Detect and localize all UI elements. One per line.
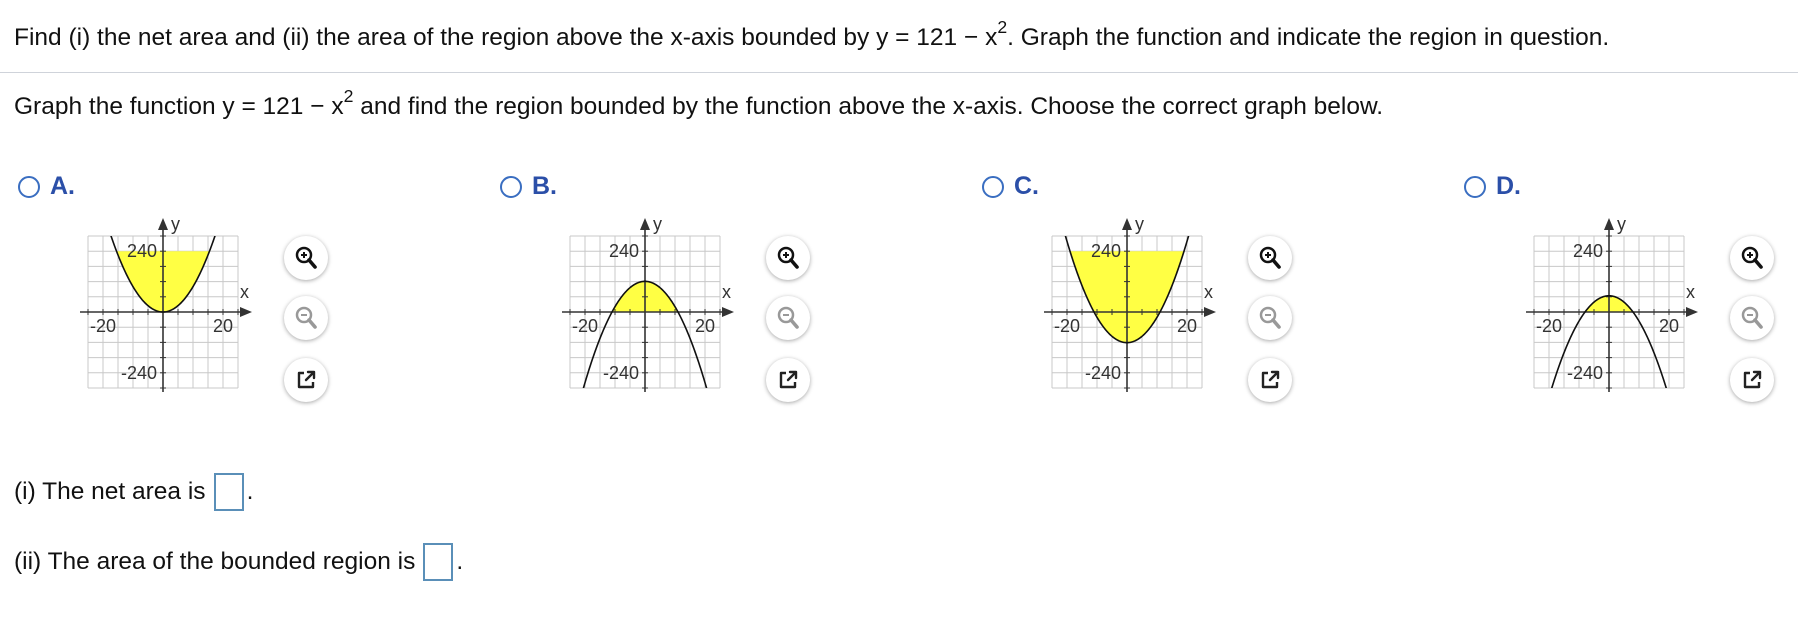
net-area-label: (i) The net area is xyxy=(14,478,206,505)
graph-canvas xyxy=(540,214,790,424)
bounded-area-row xyxy=(14,543,463,581)
open-external-icon xyxy=(775,367,801,393)
x-axis-label: x xyxy=(1204,282,1213,302)
zoom-in-button[interactable] xyxy=(1730,236,1774,280)
radio-button[interactable] xyxy=(1464,176,1486,198)
net-area-input[interactable] xyxy=(214,473,244,511)
option-a-select[interactable] xyxy=(18,172,75,201)
question-text xyxy=(14,17,1610,52)
radio-button[interactable] xyxy=(982,176,1004,198)
zoom-out-icon xyxy=(1257,305,1283,331)
instruction-text xyxy=(14,86,1384,121)
zoom-in-button[interactable] xyxy=(766,236,810,280)
x-axis-label: x xyxy=(240,282,249,302)
zoom-out-button[interactable] xyxy=(1248,296,1292,340)
y-axis-label: y xyxy=(1617,214,1626,234)
open-external-icon xyxy=(293,367,319,393)
x-axis-label: x xyxy=(722,282,731,302)
question-prefix: Find (i) the net area and (ii) the area of the region above the x-axis bounded by y = 121 − x xyxy=(14,24,998,51)
instruction-suffix: and find the region bounded by the function above the x-axis. Choose the correct graph below. xyxy=(353,93,1384,120)
bounded-area-label: (ii) The area of the bounded region is xyxy=(14,548,416,575)
net-area-row xyxy=(14,473,253,511)
option-c-select[interactable] xyxy=(982,172,1039,201)
y-axis-label: y xyxy=(1135,214,1144,234)
open-external-button[interactable] xyxy=(1730,358,1774,402)
open-external-button[interactable] xyxy=(284,358,328,402)
y-tick-label: -240 xyxy=(602,362,639,383)
option-letter: D. xyxy=(1496,172,1521,200)
option-letter: C. xyxy=(1014,172,1039,200)
y-tick-label: -240 xyxy=(1566,362,1603,383)
x-tick-label: 20 xyxy=(212,316,234,336)
radio-button[interactable] xyxy=(18,176,40,198)
x-tick-label: -20 xyxy=(571,316,599,336)
x-tick-label: -20 xyxy=(1053,316,1081,336)
open-external-button[interactable] xyxy=(766,358,810,402)
option-letter: B. xyxy=(532,172,557,200)
zoom-in-icon xyxy=(1739,245,1765,271)
option-letter: A. xyxy=(50,172,75,200)
radio-button[interactable] xyxy=(500,176,522,198)
option-a xyxy=(18,172,358,412)
zoom-out-button[interactable] xyxy=(1730,296,1774,340)
option-b xyxy=(500,172,840,412)
bounded-area-period: . xyxy=(456,548,464,575)
y-tick-label: 240 xyxy=(126,241,157,262)
question-exponent: 2 xyxy=(997,17,1008,38)
zoom-in-icon xyxy=(293,245,319,271)
zoom-in-icon xyxy=(1257,245,1283,271)
option-graph xyxy=(540,214,790,424)
zoom-out-icon xyxy=(1739,305,1765,331)
option-c xyxy=(982,172,1322,412)
y-tick-label: -240 xyxy=(1084,362,1121,383)
zoom-out-icon xyxy=(775,305,801,331)
graph-canvas xyxy=(1504,214,1754,424)
net-area-period: . xyxy=(246,478,254,505)
question-suffix: . Graph the function and indicate the region in question. xyxy=(1007,24,1610,51)
y-tick-label: 240 xyxy=(1090,241,1121,262)
option-graph xyxy=(1022,214,1272,424)
x-tick-label: 20 xyxy=(1658,316,1680,336)
option-graph xyxy=(1504,214,1754,424)
zoom-in-button[interactable] xyxy=(1248,236,1292,280)
y-axis-label: y xyxy=(171,214,180,234)
instruction-prefix: Graph the function y = 121 − x xyxy=(14,93,344,120)
open-external-icon xyxy=(1257,367,1283,393)
option-graph xyxy=(58,214,308,424)
divider xyxy=(0,72,1798,73)
zoom-out-button[interactable] xyxy=(284,296,328,340)
zoom-in-button[interactable] xyxy=(284,236,328,280)
zoom-in-icon xyxy=(775,245,801,271)
x-tick-label: 20 xyxy=(1176,316,1198,336)
x-tick-label: 20 xyxy=(694,316,716,336)
zoom-out-icon xyxy=(293,305,319,331)
graph-canvas xyxy=(1022,214,1272,424)
y-tick-label: -240 xyxy=(120,362,157,383)
open-external-button[interactable] xyxy=(1248,358,1292,402)
x-tick-label: -20 xyxy=(89,316,117,336)
option-d-select[interactable] xyxy=(1464,172,1521,201)
option-d xyxy=(1464,172,1798,412)
bounded-area-input[interactable] xyxy=(423,543,453,581)
open-external-icon xyxy=(1739,367,1765,393)
y-axis-label: y xyxy=(653,214,662,234)
y-tick-label: 240 xyxy=(608,241,639,262)
y-tick-label: 240 xyxy=(1572,241,1603,262)
option-b-select[interactable] xyxy=(500,172,557,201)
x-axis-label: x xyxy=(1686,282,1695,302)
x-tick-label: -20 xyxy=(1535,316,1563,336)
graph-canvas xyxy=(58,214,308,424)
zoom-out-button[interactable] xyxy=(766,296,810,340)
instruction-exponent: 2 xyxy=(343,86,354,107)
